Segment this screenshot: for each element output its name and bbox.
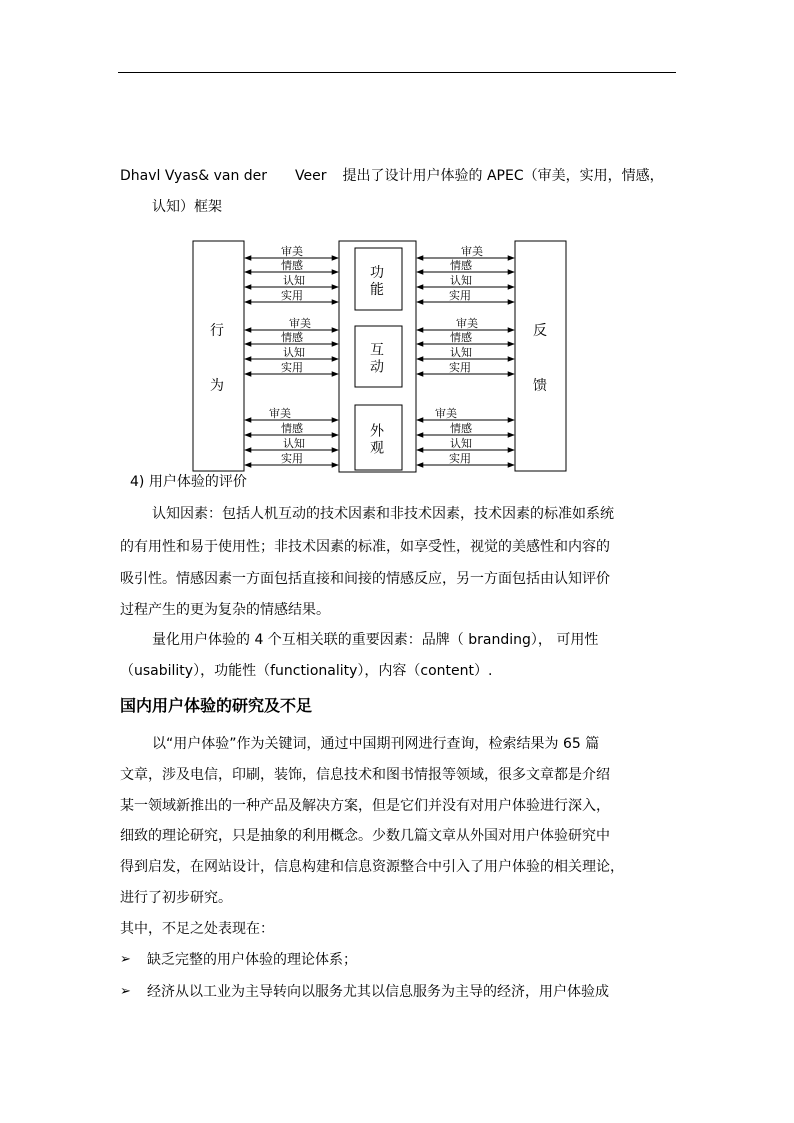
intro-text: 提出了设计用户体验的 APEC（审美，实用，情感，: [342, 168, 664, 184]
appearance-box-label: 观: [370, 440, 384, 457]
intro-author-veer: Veer: [295, 168, 327, 184]
arrow-label: 审美: [281, 245, 303, 258]
arrow-label: 认知: [283, 437, 305, 450]
feedback-label: 反: [533, 323, 547, 339]
arrow-label: 认知: [450, 274, 472, 287]
interaction-box-label: 动: [370, 359, 384, 376]
section-heading: 国内用户体验的研究及不足: [120, 696, 313, 715]
p3-line-5: 得到启发，在网站设计，信息构建和信息资源整合中引入了用户体验的相关理论，: [120, 859, 624, 875]
arrow-label: 情感: [450, 259, 472, 272]
arrow-label: 情感: [450, 422, 472, 435]
p3-line-4: 细致的理论研究，只是抽象的利用概念。少数几篇文章从外国对用户体验研究中: [120, 828, 610, 844]
p1-line-2: 的有用性和易于使用性；非技术因素的标准，如享受性，视觉的美感性和内容的: [120, 539, 610, 555]
arrow-label: 审美: [461, 245, 483, 258]
arrow-label: 审美: [435, 407, 457, 420]
appearance-box-label: 外: [370, 423, 384, 440]
bullet-arrow-icon: ➢: [120, 984, 131, 999]
p1-line-4: 过程产生的更为复杂的情感结果。: [120, 602, 330, 618]
behavior-label: 行: [210, 323, 224, 339]
arrow-label: 实用: [281, 289, 303, 302]
arrow-label: 审美: [289, 317, 311, 330]
arrow-label: 情感: [450, 331, 472, 344]
arrow-label: 实用: [449, 452, 471, 465]
bullet-2: 经济从以工业为主导转向以服务尤其以信息服务为主导的经济，用户体验成: [147, 984, 609, 1000]
feedback-label: 馈: [533, 378, 547, 394]
p2-line-2: （usability），功能性（functionality），内容（content）.: [120, 663, 493, 679]
arrow-label: 认知: [283, 274, 305, 287]
bullet-1: 缺乏完整的用户体验的理论体系；: [147, 952, 357, 968]
feedback-box: [515, 241, 566, 471]
p1-line-1: 认知因素：包括人机互动的技术因素和非技术因素，技术因素的标准如系统: [152, 506, 614, 522]
p2-line-1: 量化用户体验的 4 个互相关联的重要因素：品牌（ branding）， 可用性: [152, 632, 599, 648]
p3-line-6: 进行了初步研究。: [120, 890, 232, 906]
intro-authors: Dhavl Vyas& van der: [120, 168, 268, 184]
p4-line: 其中，不足之处表现在：: [120, 921, 274, 937]
intro-line-2: 认知）框架: [152, 199, 222, 215]
arrow-label: 实用: [449, 289, 471, 302]
arrow-label: 实用: [281, 361, 303, 374]
interaction-box-label: 互: [370, 342, 384, 359]
arrow-label: 审美: [269, 407, 291, 420]
p3-line-3: 某一领域新推出的一种产品及解决方案，但是它们并没有对用户体验进行深入，: [120, 798, 610, 814]
arrow-label: 认知: [450, 346, 472, 359]
function-box-label: 功: [370, 265, 384, 281]
behavior-box: [193, 241, 244, 471]
section-4-title: 4) 用户体验的评价: [130, 474, 247, 490]
p1-line-3: 吸引性。情感因素一方面包括直接和间接的情感反应，另一方面包括由认知评价: [120, 571, 610, 587]
bullet-arrow-icon: ➢: [120, 952, 131, 967]
arrow-label: 审美: [456, 317, 478, 330]
arrow-label: 认知: [283, 346, 305, 359]
behavior-label: 为: [210, 378, 224, 394]
p3-line-1: 以“用户体验”作为关键词，通过中国期刊网进行查询，检索结果为 65 篇: [152, 736, 600, 752]
function-box-label: 能: [370, 282, 384, 298]
arrow-label: 情感: [281, 331, 303, 344]
arrow-label: 情感: [281, 259, 303, 272]
arrow-label: 实用: [449, 361, 471, 374]
p3-line-2: 文章，涉及电信，印刷，装饰，信息技术和图书情报等领域，很多文章都是介绍: [120, 767, 610, 783]
arrow-label: 实用: [281, 452, 303, 465]
arrow-label: 情感: [281, 422, 303, 435]
arrow-label: 认知: [450, 437, 472, 450]
